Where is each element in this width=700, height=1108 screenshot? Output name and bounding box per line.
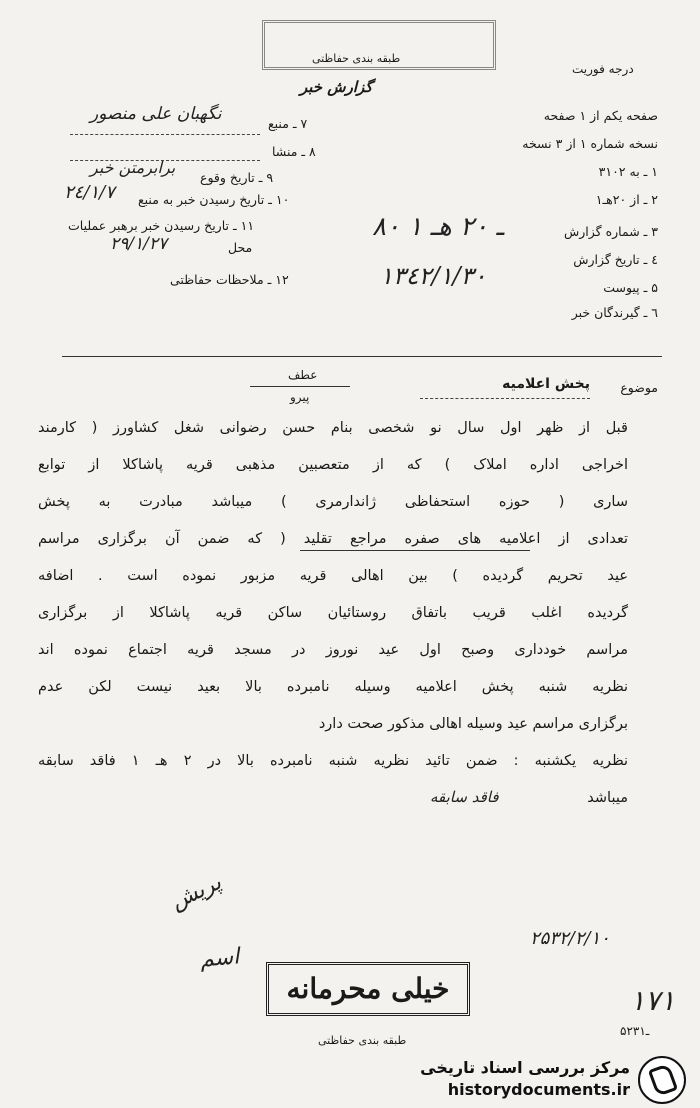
handwritten-report-date: ۱۳٤۲/۱/۳۰ xyxy=(380,262,487,290)
atf-divider xyxy=(250,386,350,387)
field-received-source: ۱۰ ـ تاریخ رسیدن خبر به منبع xyxy=(138,192,290,207)
body-line: برگزاری مراسم عید وسیله اهالی مذکور صحت دارد xyxy=(318,716,628,732)
field-copy: نسخه شماره ۱ از ۳ نسخه xyxy=(522,136,658,151)
field-security-notes: ۱۲ ـ ملاحظات حفاظتی xyxy=(170,272,289,287)
handwritten-margin-code: ۲۵۳۲/۲/۱۰ xyxy=(530,928,610,949)
body-line: نظریه یکشنبه : ضمن تائید نظریه شنبه نامبرده بالا در ۲ هـ ۱ فاقد سابقه xyxy=(38,753,628,769)
body-line: ساری ( حوزه استحفاظی ژاندارمری ) میباشد مبادرت به پخش xyxy=(38,494,628,510)
archive-logo-icon xyxy=(638,1056,686,1104)
atf-label: عطف xyxy=(288,368,318,382)
field-received-chief: ۱۱ ـ تاریخ رسیدن خبر برهبر عملیات xyxy=(68,218,255,233)
field-source: ۷ ـ منبع xyxy=(268,116,308,131)
handwritten-source: نگهبان علی منصور xyxy=(90,104,222,124)
top-secret-stamp-bottom: خیلی محرمانه xyxy=(266,962,470,1016)
handwritten-closing: فاقد سابقه xyxy=(430,788,499,806)
body-line: تعدادی از اعلامیه های صفره مراجع تقلید ( که ضمن آن برگزاری مراسم xyxy=(38,531,628,547)
signature-scribble-a: پریش xyxy=(167,870,226,915)
field-attachment: ۵ ـ پیوست xyxy=(603,280,658,295)
handwritten-received-source: ۲٤/۱/۷ xyxy=(64,182,115,203)
body-line: میباشد xyxy=(587,790,628,806)
body-line: مراسم خودداری وصبح اول عید نوروز در مسجد قریه اجتماع نموده اند xyxy=(38,642,628,658)
subject-line xyxy=(420,398,590,399)
watermark-title: مرکز بررسی اسناد تاریخی xyxy=(420,1058,630,1077)
handwritten-report-number: ۸۰ ـ ۲۰ هـ ۱ xyxy=(372,212,504,242)
body-underline xyxy=(300,550,530,551)
field-origin: ۸ ـ منشا xyxy=(272,144,316,159)
signature-scribble-b: اسم xyxy=(198,944,241,973)
subject-value: پخش اعلامیه xyxy=(502,376,590,392)
watermark-url: historydocuments.ir xyxy=(447,1080,630,1099)
body-line: قبل از ظهر اول سال نو شخصی بنام حسن رضوانی شغل کشاورز ( کارمند xyxy=(38,420,628,436)
report-type-title: گزارش خبر xyxy=(300,78,373,96)
source-line xyxy=(70,134,260,135)
doc-code: ۵۲ـ۳۱ xyxy=(620,1024,650,1038)
field-page: صفحه یکم از ۱ صفحه xyxy=(543,108,658,123)
body-line: عید تحریم گردیده ) بین اهالی قریه مزبور نموده است . اضافه xyxy=(38,568,628,584)
priority-label: درجه فوریت xyxy=(572,62,634,76)
classification-label-bottom: طبقه بندی حفاظتی xyxy=(318,1034,407,1047)
body-line: نظریه شنبه پخش اعلامیه وسیله نامبرده بالا بعید نیست لکن عدم xyxy=(38,679,628,695)
handwritten-received-chief: ۲۹/۱/۲۷ xyxy=(110,234,168,254)
body-line: گردیده اغلب قریب باتفاق روستائیان ساکن قریه پاشاکلا از برگزاری xyxy=(38,605,628,621)
header-divider xyxy=(62,356,662,357)
field-report-number: ۳ ـ شماره گزارش xyxy=(563,224,658,239)
body-line: اخراجی اداره املاک ) که از متعصبین مذهبی قریه پاشاکلا از توابع xyxy=(38,457,628,473)
classification-label-top: طبقه بندی حفاظتی xyxy=(312,52,401,65)
field-place: محل xyxy=(228,240,253,255)
field-from: ۲ ـ از ۲۰هـ۱ xyxy=(595,192,658,207)
handwritten-page-number: ۱۷۱ xyxy=(630,984,676,1017)
field-event-date: ۹ ـ تاریخ وقوع xyxy=(200,170,274,185)
subject-label: موضوع xyxy=(620,380,658,395)
field-report-date: ٤ ـ تاریخ گزارش xyxy=(573,252,658,267)
field-recipients: ٦ ـ گیرندگان خبر xyxy=(571,305,658,320)
field-to: ۱ ـ به ۳۱۰۲ xyxy=(598,164,658,179)
handwritten-event-date: برابرمتن خبر xyxy=(90,158,176,177)
peiro-label: پیرو xyxy=(290,390,310,404)
